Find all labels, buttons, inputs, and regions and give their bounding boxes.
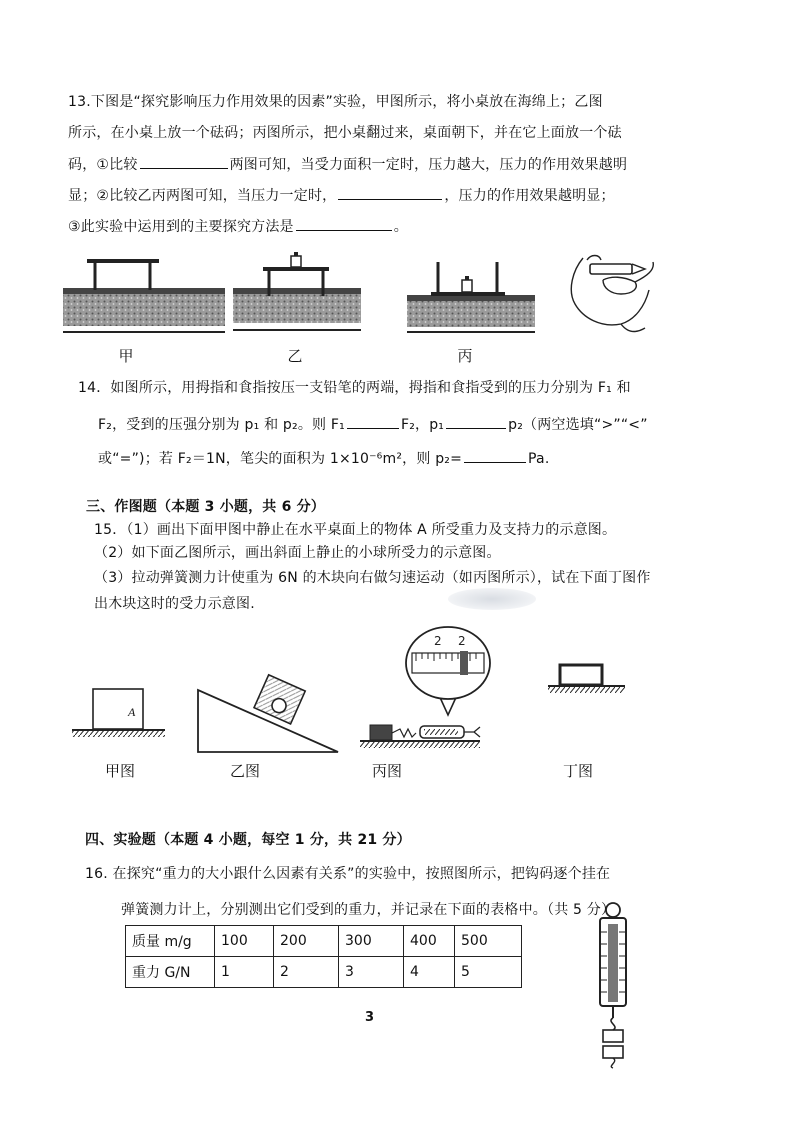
table-cell: 100 [215,926,274,957]
table-row [126,926,522,957]
table-cell: 500 [455,926,522,957]
sponge-jia [63,288,225,332]
q14-line1: 14．如图所示，用拇指和食指按压一支铅笔的两端，拇指和食指受到的压力分别为 F₁ 和 [78,380,631,396]
table-cell: 200 [274,926,339,957]
q13-line1: 13.下图是“探究影响压力作用效果的因素”实验，甲图所示，将小桌放在海绵上；乙图 [68,94,603,110]
caption-dingtu: 丁图 [562,762,593,780]
spring-scale-illustration [588,900,638,1070]
caption-bingtu: 丙图 [371,762,402,780]
label-A: A [128,705,136,719]
q14-blank-2[interactable] [446,414,506,429]
q13-caption-bing: 丙 [457,347,473,365]
scale-mark-left: 2 [434,634,442,648]
figure-ding-block [548,665,625,693]
q14-blank-1[interactable] [347,414,399,429]
caption-jiatu: 甲图 [104,762,135,780]
section-4 [85,830,765,920]
table-cell: 2 [274,957,339,988]
hook-weight-2 [603,1046,623,1058]
q13-figure [55,240,675,342]
q14-line2c: p₂（两空选填“>”“<” [508,417,648,433]
figure-yi-incline [198,675,338,752]
q15-figures [60,615,660,755]
q13-line5 [68,216,408,237]
table-cell: 4 [404,957,455,988]
q14-line3a: 或“=”)；若 F₂＝1N，笔尖的面积为 1×10⁻⁶m²，则 p₂= [98,451,463,467]
q13-caption-jia: 甲 [118,347,134,365]
table-cell: 重力 G/N [126,957,215,988]
q13-line2: 所示，在小桌上放一个砝码；丙图所示，把小桌翻过来，桌面朝下，并在它上面放一个砝 [68,125,622,141]
section-3-heading: 三、作图题（本题 3 小题，共 6 分） [86,499,325,515]
scale-mark-right: 2 [458,634,466,648]
table-cell: 400 [404,926,455,957]
figure-bing-spring-scale [360,627,490,748]
table-cell: 5 [455,957,522,988]
table-row [126,957,522,988]
q16-line2: 弹簧测力计上，分别测出它们受到的重力，并记录在下面的表格中。（共 5 分） [121,902,616,918]
q13-line3b: 两图可知，当受力面积一定时，压力越大，压力的作用效果越明 [229,157,628,173]
q14-line2 [98,414,648,435]
hand-pencil-illustration [571,256,653,332]
q14-blank-3[interactable] [464,448,526,463]
q14-block [78,378,758,488]
table-cell: 1 [215,957,274,988]
table-jia [87,259,159,290]
page-number: 3 [365,1010,375,1025]
caption-yitu: 乙图 [229,762,260,780]
q13-line4b: ，压力的作用效果越明显； [444,188,615,204]
q13-line3a: 码，①比较 [68,157,138,173]
q15-part3-line1: （3）拉动弹簧测力计使重为 6N 的木块向右做匀速运动（如丙图所示），试在下面丁图作 [94,570,651,586]
q14-line2b: F₂，p₁ [400,417,445,433]
q16-line1: 16. 在探究“重力的大小跟什么因素有关系”的实验中，按照图所示，把钩码逐个挂在 [85,866,611,882]
q14-line2a: F₂，受到的压强分别为 p₁ 和 p₂。则 F₁ [98,417,345,433]
q13-blank-3[interactable] [296,216,392,231]
table-cell: 300 [339,926,404,957]
q13-line5b: 。 [393,219,408,235]
q14-line3 [98,448,549,469]
q13-line4a: 显；②比较乙丙两图可知，当压力一定时， [68,188,337,204]
figure-jia-block-A [72,689,165,737]
q13-caption-yi: 乙 [287,347,303,365]
table-cell: 质量 m/g [126,926,215,957]
q13-blank-1[interactable] [140,154,228,169]
sponge-yi [233,288,361,330]
section-3 [78,497,758,617]
q13-line3 [68,154,627,175]
mass-weight-table [125,925,522,988]
sponge-bing [407,295,535,332]
q13-line4 [68,185,615,206]
q13-blank-2[interactable] [338,185,442,200]
q13-block [68,92,748,235]
q15-part1: 15．（1）画出下面甲图中静止在水平桌面上的物体 A 所受重力及支持力的示意图。 [94,522,617,538]
q15-part2: （2）如下面乙图所示，画出斜面上静止的小球所受力的示意图。 [94,545,501,561]
table-cell: 3 [339,957,404,988]
q15-part3-line2: 出木块这时的受力示意图. [94,596,255,612]
q14-line3b: Pa. [528,451,550,467]
section-4-heading: 四、实验题（本题 4 小题，每空 1 分，共 21 分） [85,832,411,848]
q13-line5a: ③此实验中运用到的主要探究方法是 [68,219,294,235]
hook-weight-1 [603,1030,623,1042]
weight-bing [462,280,472,292]
weight-yi [291,256,301,267]
scan-smudge [448,588,536,610]
table-bing [431,262,505,296]
